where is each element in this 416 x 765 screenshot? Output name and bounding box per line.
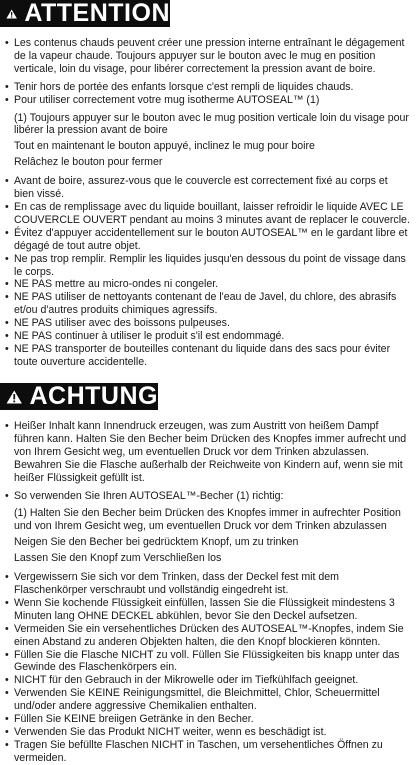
list-item: • Verwenden Sie KEINE Reinigungsmittel, die Bleichmittel, Chlor, Scheuermittel und/oder andere aggressive Chemikalien enthalten. bbox=[0, 687, 416, 713]
french-body bbox=[0, 27, 416, 369]
achtung-banner bbox=[0, 383, 158, 410]
warning-icon bbox=[6, 2, 17, 26]
list-item: • En cas de remplissage avec du liquide bouillant, laisser refroidir le liquide AVEC LE COUVERCLE OUVERT pendant au moins 3 minutes avant de replacer le couvercle. bbox=[0, 201, 416, 227]
list-item: • Füllen Sie KEINE breiigen Getränke in den Becher. bbox=[0, 713, 416, 726]
list-item: • NICHT für den Gebrauch in der Mikrowelle oder im Tiefkühlfach geeignet. bbox=[0, 674, 416, 687]
attention-title: ATTENTION bbox=[24, 0, 170, 27]
usage-step: Relâchez le bouton pour fermer bbox=[14, 156, 163, 169]
french-list bbox=[0, 37, 416, 107]
german-warning-section bbox=[0, 383, 416, 765]
warning-icon bbox=[6, 385, 23, 409]
usage-step: Lassen Sie den Knopf zum Verschließen los bbox=[14, 552, 222, 565]
list-item: • NE PAS utiliser avec des boissons pulpeuses. bbox=[0, 317, 416, 330]
list-item: • Tragen Sie befüllte Flaschen NICHT in Taschen, um versehentliches Öffnen zu vermeiden. bbox=[0, 739, 416, 765]
french-warning-section bbox=[0, 0, 416, 369]
german-list bbox=[0, 420, 416, 502]
list-item: • Verwenden Sie das Produkt NICHT weiter, wenn es beschädigt ist. bbox=[0, 726, 416, 739]
list-item: • NE PAS transporter de bouteilles contenant du liquide dans des sacs pour éviter toute ouverture accidentelle. bbox=[0, 343, 416, 369]
list-item: • Tenir hors de portée des enfants lorsque c'est rempli de liquides chauds. bbox=[0, 81, 416, 94]
usage-step: (1) Toujours appuyer sur le bouton avec le mug position verticale loin du visage pour libérer la pression avant de boire bbox=[14, 111, 409, 137]
usage-step: (1) Halten Sie den Becher beim Drücken des Knopfes immer in aufrechter Position und von Ihrem Gesicht weg, um eventuellen Druck vor dem Trinken abzulassen bbox=[14, 507, 401, 533]
usage-step: Tout en maintenant le bouton appuyé, inclinez le mug pour boire bbox=[14, 140, 315, 153]
list-item: • Vergewissern Sie sich vor dem Trinken, dass der Deckel fest mit dem Flaschenkörper verschraubt und vollständig eingedreht ist. bbox=[0, 571, 416, 597]
list-item: • Vermeiden Sie ein versehentliches Drücken des AUTOSEAL™-Knopfes, indem Sie einen Abstand zu anderen Objekten halten, die den Knopf blockieren könnten. bbox=[0, 623, 416, 649]
list-item: • NE PAS utiliser de nettoyants contenant de l'eau de Javel, du chlore, des abrasifs et/ou d'autres produits chimiques agressifs. bbox=[0, 291, 416, 317]
french-list-2 bbox=[0, 175, 416, 369]
list-item: • Heißer Inhalt kann Innendruck erzeugen, was zum Austritt von heißem Dampf führen kann. Halten Sie den Becher beim Drücken des Knopfes immer aufrecht und von Ihrem Gesicht weg, um eventuellen Druck vor dem Trinken abzulassen. Bewahren Sie die Flasche außerhalb der Reichweite von Kindern auf, wenn sie mit heißer Flüssigkeit gefüllt ist. bbox=[0, 420, 416, 485]
list-item: • NE PAS mettre au micro-ondes ni congeler. bbox=[0, 278, 416, 291]
list-item: • Évitez d'appuyer accidentellement sur le bouton AUTOSEAL™ en le gardant libre et dégagé de tout autre objet. bbox=[0, 227, 416, 253]
attention-banner bbox=[0, 0, 170, 27]
list-item: • Ne pas trop remplir. Remplir les liquides jusqu'en dessous du point de vissage dans le corps. bbox=[0, 253, 416, 279]
list-item: • Pour utiliser correctement votre mug isotherme AUTOSEAL™ (1) bbox=[0, 94, 416, 107]
list-item: • NE PAS continuer à utiliser le produit s'il est endommagé. bbox=[0, 330, 416, 343]
achtung-title: ACHTUNG bbox=[29, 382, 158, 410]
usage-step: Neigen Sie den Becher bei gedrücktem Knopf, um zu trinken bbox=[14, 536, 299, 549]
german-list-2 bbox=[0, 571, 416, 765]
list-item: • Wenn Sie kochende Flüssigkeit einfüllen, lassen Sie die Flüssigkeit mindestens 3 Minuten lang OHNE DECKEL abkühlen, bevor Sie den Deckel aufsetzen. bbox=[0, 597, 416, 623]
list-item: • Avant de boire, assurez-vous que le couvercle est correctement fixé au corps et bien vissé. bbox=[0, 175, 416, 201]
list-item: • Les contenus chauds peuvent créer une pression interne entraînant le dégagement de la vapeur chaude. Toujours appuyer sur le bouton avec le mug en position verticale, loin du visage, pour libérer correctement la pression avant de boire. bbox=[0, 37, 416, 76]
german-body bbox=[0, 410, 416, 765]
list-item: • So verwenden Sie Ihren AUTOSEAL™-Becher (1) richtig: bbox=[0, 490, 416, 503]
list-item: • Füllen Sie die Flasche NICHT zu voll. Füllen Sie Flüssigkeiten bis knapp unter das Gewinde des Flaschenkörpers ein. bbox=[0, 649, 416, 675]
